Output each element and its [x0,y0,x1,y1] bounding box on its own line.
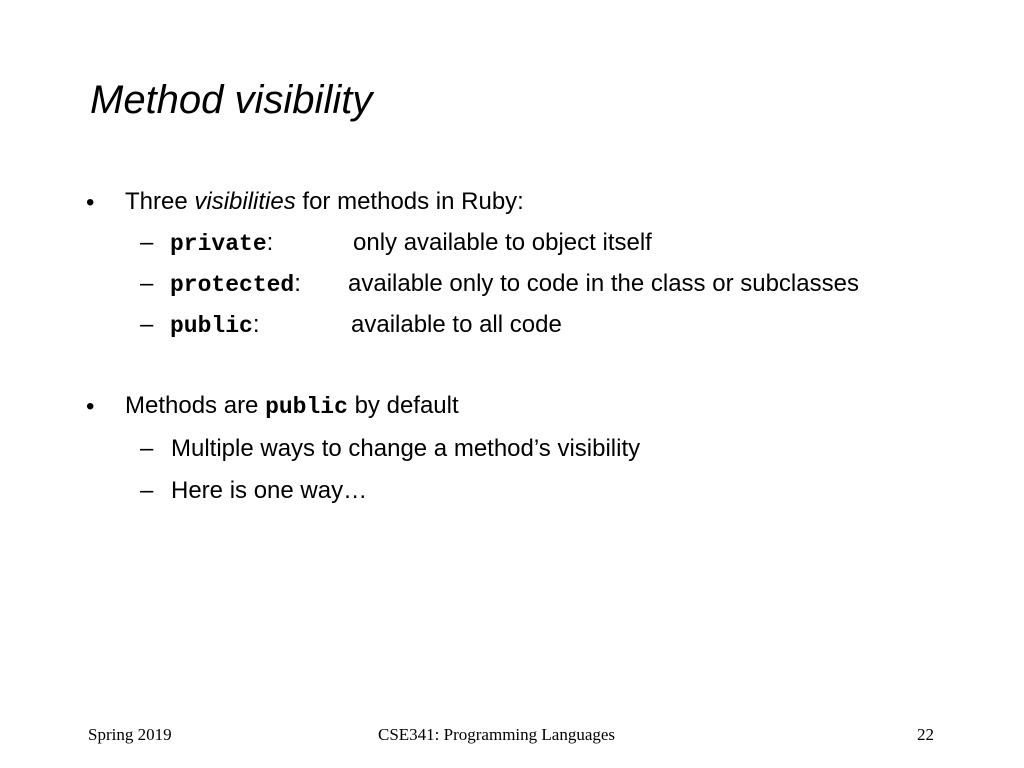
bullet-text-pre: Methods are [125,392,259,419]
colon: : [294,270,301,297]
code-keyword-public: public [170,313,253,339]
bullet-text-emphasis: visibilities [194,188,296,215]
sub-bullet-public [170,310,260,341]
slide-title: Method visibility [90,78,373,122]
sub-bullet-protected [170,269,301,300]
sub-bullet-private [170,228,273,259]
colon: : [252,311,260,338]
code-keyword-protected: protected [170,272,295,298]
code-keyword-private: private [170,231,267,257]
sub-bullet-desc: available only to code in the class or subclasses [348,270,859,297]
sub-bullet-dash: – [140,229,154,256]
sub-bullet-dash: – [140,477,154,504]
bullet-visibilities [125,187,524,217]
bullet-text-post: for methods in Ruby: [302,188,524,215]
sub-bullet-multiple-ways: Multiple ways to change a method’s visibility [171,435,641,462]
bullet-default-public [125,391,459,422]
sub-bullet-dash: – [140,311,154,338]
sub-bullet-desc: only available to object itself [353,229,652,256]
sub-bullet-desc: available to all code [351,311,562,338]
bullet-text-pre: Three [125,188,188,215]
sub-bullet-dash: – [140,435,154,462]
bullet-marker: • [86,393,95,420]
bullet-text-post: by default [354,392,459,419]
footer-page-number: 22 [917,725,934,744]
code-keyword-public: public [265,394,348,420]
sub-bullet-one-way: Here is one way… [171,477,368,504]
footer-course: CSE341: Programming Languages [378,725,616,744]
footer-date: Spring 2019 [88,725,172,744]
bullet-marker: • [86,189,95,216]
sub-bullet-dash: – [140,270,154,297]
colon: : [266,229,274,256]
